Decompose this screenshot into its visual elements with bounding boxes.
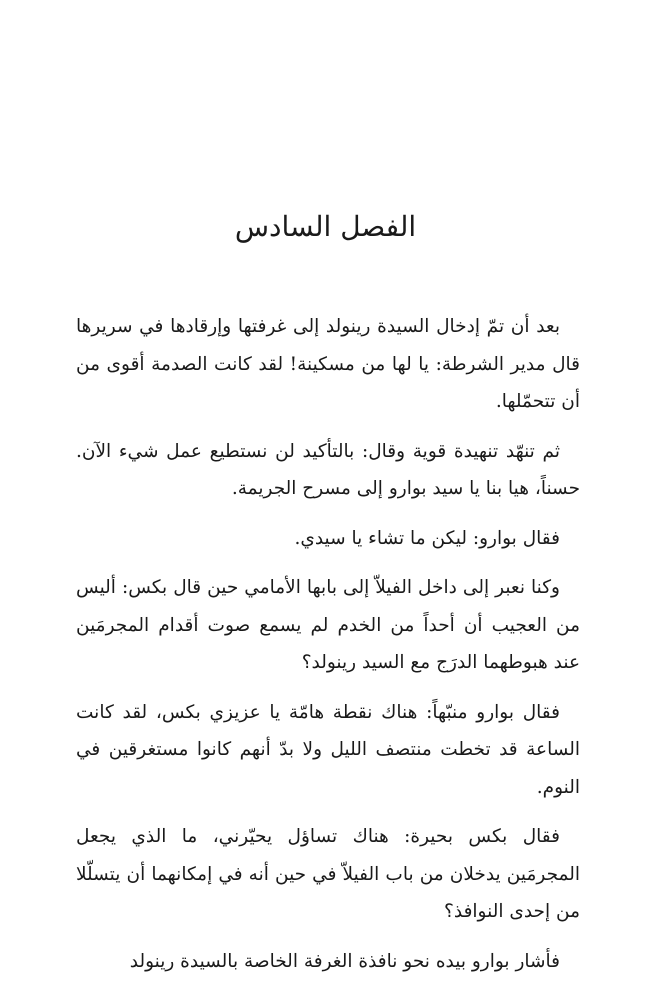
paragraph-2: ثم تنهّد تنهيدة قوية وقال: بالتأكيد لن نستطيع عمل شيء الآن. حسناً، هيا بنا يا سيد بوارو إلى مسرح الجريمة.: [76, 440, 580, 499]
paragraph-6: فقال بكس بحيرة: هناك تساؤل يحيّرني، ما الذي يجعل المجرمَين يدخلان من باب الفيلاّ في حين أنه في إمكانهما أن يتسلّلا من إحدى النوافذ؟: [76, 826, 580, 922]
chapter-body: [76, 308, 580, 992]
paragraph-1: بعد أن تمّ إدخال السيدة رينولد إلى غرفتها وإرقادها في سريرها قال مدير الشرطة: يا لها من مسكينة! لقد كانت الصدمة أقوى من أن تتحمّلها.: [76, 316, 580, 412]
paragraph-4: وكنا نعبر إلى داخل الفيلاّ إلى بابها الأمامي حين قال بكس: أليس من العجيب أن أحداً من الخدم لم يسمع صوت أقدام المجرمَين عند هبوطهما الدرَج مع السيد رينولد؟: [76, 577, 580, 673]
paragraph-5: فقال بوارو منبّهاً: هناك نقطة هامّة يا عزيزي بكس، لقد كانت الساعة قد تخطت منتصف الليل ولا بدّ أنهم كانوا مستغرقين في النوم.: [76, 701, 580, 798]
chapter-title: الفصل السادس: [234, 210, 417, 243]
paragraph-7: فأشار بوارو بيده نحو نافذة الغرفة الخاصة بالسيدة رينولد: [129, 950, 560, 972]
paragraph-3: فقال بوارو: ليكن ما تشاء يا سيدي.: [294, 527, 560, 549]
